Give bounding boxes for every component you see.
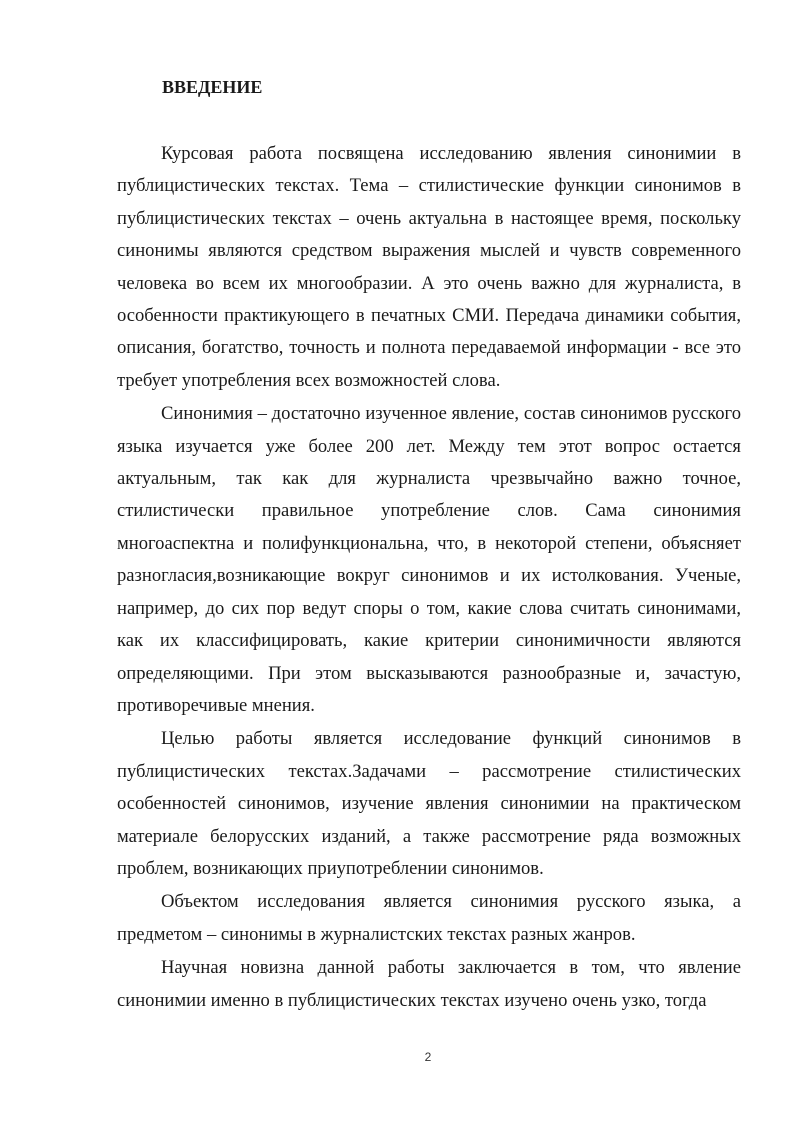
section-heading: ВВЕДЕНИЕ <box>162 77 263 97</box>
paragraph: Синонимия – достаточно изученное явление, состав синонимов русского языка изучается уже более 200 лет. Между тем этот вопрос остается актуальным, так как для журналиста чрезвычайно важно точное, стилистически правильное употребление слов. Сама синонимия многоаспектна и полифункциональна, что, в некоторой степени, объясняет разногласия,возникающие вокруг синонимов и их истолкования. Ученые, например, до сих пор ведут споры о том, какие слова считать синонимами, как их классифицировать, какие критерии синонимичности являются определяющими. При этом высказываются разнообразные и, зачастую, противоречивые мнения. <box>117 403 741 716</box>
paragraph: Целью работы является исследование функций синонимов в публицистических текстах.Задачами – рассмотрение стилистических особенностей синонимов, изучение явления синонимии на практическом материале белорусских изданий, а также рассмотрение ряда возможных проблем, возникающих приупотреблении синонимов. <box>117 728 741 879</box>
paragraph: Научная новизна данной работы заключается в том, что явление синонимии именно в публицистических текстах изучено очень узко, тогда <box>117 957 741 1011</box>
page-number: 2 <box>424 1050 432 1064</box>
paragraph: Объектом исследования является синонимия русского языка, а предметом – синонимы в журналистских текстах разных жанров. <box>117 891 741 945</box>
body-text <box>117 138 741 1018</box>
paragraph: Курсовая работа посвящена исследованию явления синонимии в публицистических текстах. Тема – стилистические функции синонимов в публицистических текстах – очень актуальна в настоящее время, поскольку синонимы являются средством выражения мыслей и чувств современного человека во всем их многообразии. А это очень важно для журналиста, в особенности практикующего в печатных СМИ. Передача динамики события, описания, богатство, точность и полнота передаваемой информации - все это требует употребления всех возможностей слова. <box>117 143 741 391</box>
